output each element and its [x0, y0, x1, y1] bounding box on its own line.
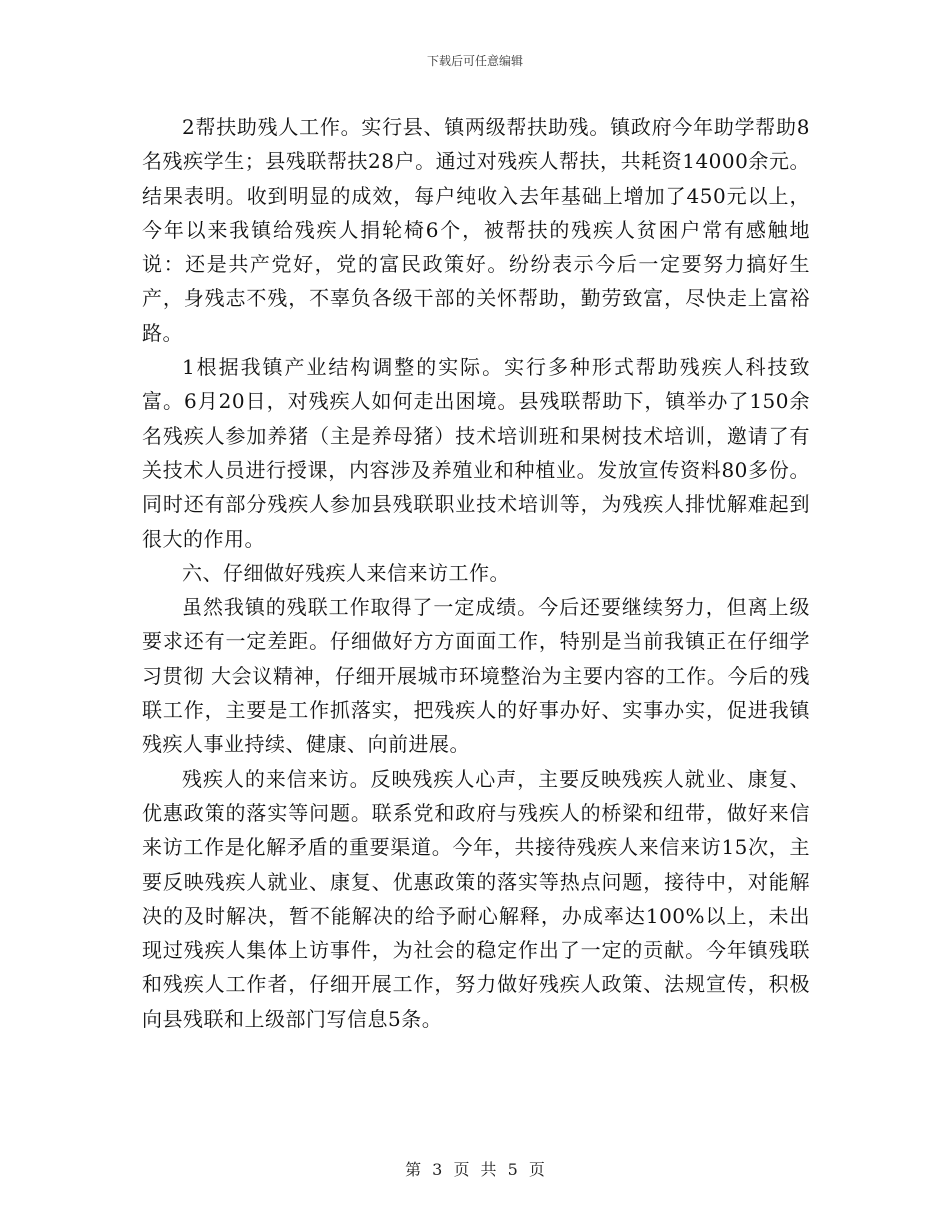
paragraph-achievements: 虽然我镇的残联工作取得了一定成绩。今后还要继续努力，但离上级要求还有一定差距。仔细做好方方面面工作，特别是当前我镇正在仔细学习贯彻 大会议精神，仔细开展城市环境整治为主要内容的工作。今后的残联工作，主要是工作抓落实，把残疾人的好事办好、实事办实，促进我镇残疾人事业持续、健康、向前进展。 [142, 595, 810, 757]
paragraph-training: 1根据我镇产业结构调整的实际。实行多种形式帮助残疾人科技致富。6月20日，对残疾人如何走出困境。县残联帮助下，镇举办了150余名残疾人参加养猪（主是养母猪）技术培训班和果树技术培训，邀请了有关技术人员进行授课，内容涉及养殖业和种植业。发放宣传资料80多份。同时还有部分残疾人参加县残联职业技术培训等，为残疾人排忧解难起到很大的作用。 [142, 355, 810, 551]
document-body [142, 110, 810, 1036]
page-header: 下载后可任意编辑 [426, 54, 523, 68]
section-heading-letters-visits: 六、仔细做好残疾人来信来访工作。 [182, 560, 510, 585]
paragraph-letters-visits: 残疾人的来信来访。反映残疾人心声，主要反映残疾人就业、康复、优惠政策的落实等问题。联系党和政府与残疾人的桥梁和纽带，做好来信来访工作是化解矛盾的重要渠道。今年，共接待残疾人来信来访15次，主要反映残疾人就业、康复、优惠政策的落实等热点问题，接待中，对能解决的及时解决，暂不能解决的给予耐心解释，办成率达100%以上，未出现过残疾人集体上访事件，为社会的稳定作出了一定的贡献。今年镇残联和残疾人工作者，仔细开展工作，努力做好残疾人政策、法规宣传，积极向县残联和上级部门写信息5条。 [142, 766, 810, 1031]
paragraph-assistance: 2帮扶助残人工作。实行县、镇两级帮扶助残。镇政府今年助学帮助8名残疾学生；县残联帮扶28户。通过对残疾人帮扶，共耗资14000余元。结果表明。收到明显的成效，每户纯收入去年基础上增加了450元以上，今年以来我镇给残疾人捐轮椅6个，被帮扶的残疾人贫困户常有感触地说：还是共产党好，党的富民政策好。纷纷表示今后一定要努力搞好生产，身残志不残，不辜负各级干部的关怀帮助，勤劳致富，尽快走上富裕路。 [142, 115, 810, 345]
page-number: 第 3 页 共 5 页 [405, 1160, 545, 1179]
